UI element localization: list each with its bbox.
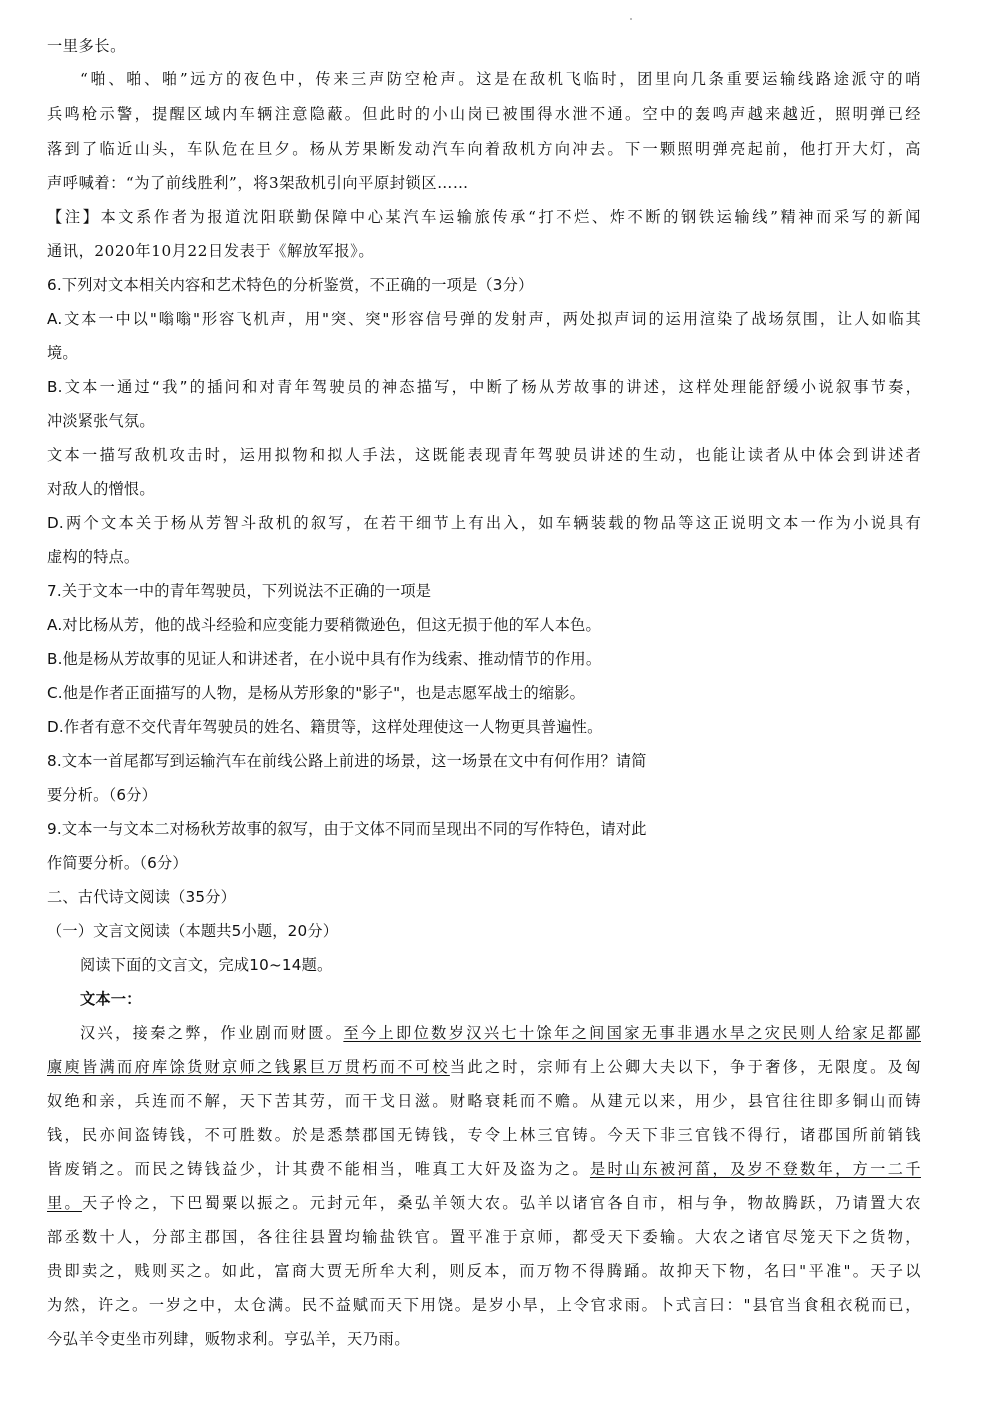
question-7-option-c: C.他是作者正面描写的人物，是杨从芳形象的"影子"，也是志愿军战士的缩影。 [47, 684, 585, 702]
instruction: 阅读下面的文言文，完成10~14题。 [80, 956, 333, 974]
question-6-option-a: A.文本一中以"嗡嗡"形容飞机声，用"突、突"形容信号弹的发射声，两处拟声词的运用渲染了战场氛围，让人如临其 [47, 310, 921, 328]
text-line: 一里多长。 [47, 37, 126, 55]
question-7-option-d: D.作者有意不交代青年驾驶员的姓名、籍贯等，这样处理使这一人物更具普遍性。 [47, 718, 603, 736]
question-6-option-c: 文本一描写敌机攻击时，运用拟物和拟人手法，这既能表现青年驾驶员讲述的生动，也能让读者从中体会到讲述者 [47, 446, 921, 464]
passage-line: 里。天子怜之，下巴蜀粟以振之。元封元年，桑弘羊领大农。弘羊以诸官各自市，相与争，物故腾跃，乃请置大农 [47, 1194, 921, 1212]
question-6-option-a: 境。 [47, 344, 78, 362]
question-6-stem: 6.下列对文本相关内容和艺术特色的分析鉴赏，不正确的一项是（3分） [47, 276, 534, 294]
underlined-sentence: 廪庾皆满而府库馀货财京师之钱累巨万贯朽而不可校 [47, 1058, 450, 1076]
passage-line: 廪庾皆满而府库馀货财京师之钱累巨万贯朽而不可校当此之时，宗师有上公卿大夫以下，争于奢侈，无限度。及匈 [47, 1058, 921, 1076]
question-8: 要分析。（6分） [47, 786, 157, 804]
passage-line: 部丞数十人，分部主郡国，各往往县置均输盐铁官。置平准于京师，都受天下委输。大农之诸官尽笼天下之货物， [47, 1228, 921, 1246]
question-6-option-b: 冲淡紧张气氛。 [47, 412, 155, 430]
question-7-option-a: A.对比杨从芳，他的战斗经验和应变能力要稍微逊色，但这无损于他的军人本色。 [47, 616, 601, 634]
question-7-stem: 7.关于文本一中的青年驾驶员，下列说法不正确的一项是 [47, 582, 432, 600]
passage-line: 皆废销之。而民之铸钱益少，计其费不能相当，唯真工大奸及盗为之。是时山东被河菑，及岁不登数年，方一二千 [47, 1160, 921, 1178]
text-label: 文本一： [80, 990, 142, 1008]
passage-line: 为然，许之。一岁之中，太仓满。民不益赋而天下用饶。是岁小旱，上令官求雨。卜式言曰："县官当食租衣税而已， [47, 1296, 921, 1314]
question-6-option-b: B.文本一通过“我”的插问和对青年驾驶员的神态描写，中断了杨从芳故事的讲述，这样处理能舒缓小说叙事节奏， [47, 378, 921, 396]
question-7-option-b: B.他是杨从芳故事的见证人和讲述者，在小说中具有作为线索、推动情节的作用。 [47, 650, 602, 668]
note-line: 【注】本文系作者为报道沈阳联勤保障中心某汽车运输旅传承“打不烂、炸不断的钢铁运输线”精神而采写的新闻 [47, 208, 921, 226]
text-line: 落到了临近山头，车队危在旦夕。杨从芳果断发动汽车向着敌机方向冲去。下一颗照明弹亮起前，他打开大灯，高 [47, 140, 921, 158]
question-6-option-c: 对敌人的憎恨。 [47, 480, 155, 498]
underlined-sentence: 至今上即位数岁汉兴七十馀年之间国家无事非遇水旱之灾民则人给家足都鄙 [343, 1024, 921, 1042]
passage-line: 钱，民亦间盗铸钱，不可胜数。於是悉禁郡国无铸钱，专令上林三官铸。今天下非三官钱不得行，诸郡国所前销钱 [47, 1126, 921, 1144]
underlined-sentence: 里。 [47, 1194, 83, 1212]
text-line: 声呼喊着：“为了前线胜利”，将3架敌机引向平原封锁区…… [47, 174, 469, 192]
passage-line: 奴绝和亲，兵连而不解，天下苦其劳，而干戈日滋。财略衰耗而不赡。从建元以来，用少，县官往往即多铜山而铸 [47, 1092, 921, 1110]
passage-line: 贵即卖之，贱则买之。如此，富商大贾无所牟大利，则反本，而万物不得腾踊。故抑天下物，名曰"平准"。天子以 [47, 1262, 921, 1280]
question-9: 作简要分析。（6分） [47, 854, 188, 872]
note-line: 通讯，2020年10月22日发表于《解放军报》。 [47, 242, 375, 260]
question-8: 8.文本一首尾都写到运输汽车在前线公路上前进的场景，这一场景在文中有何作用？请简 [47, 752, 647, 770]
text-line: “啪、啪、啪”远方的夜色中，传来三声防空枪声。这是在敌机飞临时，团里向几条重要运输线路途派守的哨 [80, 70, 921, 88]
passage-line: 汉兴，接秦之弊，作业剧而财匮。至今上即位数岁汉兴七十馀年之间国家无事非遇水旱之灾民则人给家足都鄙 [80, 1024, 921, 1042]
question-6-option-d: D.两个文本关于杨从芳智斗敌机的叙写，在若干细节上有出入，如车辆装载的物品等这正说明文本一作为小说具有 [47, 514, 921, 532]
question-6-option-d: 虚构的特点。 [47, 548, 140, 566]
text-line: 兵鸣枪示警，提醒区域内车辆注意隐蔽。但此时的小山岗已被围得水泄不通。空中的轰鸣声越来越近，照明弹已经 [47, 105, 921, 123]
underlined-sentence: 是时山东被河菑，及岁不登数年，方一二千 [589, 1160, 921, 1178]
passage-line: 今弘羊令吏坐市列肆，贩物求利。亨弘羊，天乃雨。 [47, 1330, 411, 1348]
subsection-heading: （一）文言文阅读（本题共5小题，20分） [47, 922, 339, 940]
question-9: 9.文本一与文本二对杨秋芳故事的叙写，由于文体不同而呈现出不同的写作特色，请对此 [47, 820, 647, 838]
scan-speck [630, 18, 632, 20]
section-heading: 二、古代诗文阅读（35分） [47, 888, 236, 906]
